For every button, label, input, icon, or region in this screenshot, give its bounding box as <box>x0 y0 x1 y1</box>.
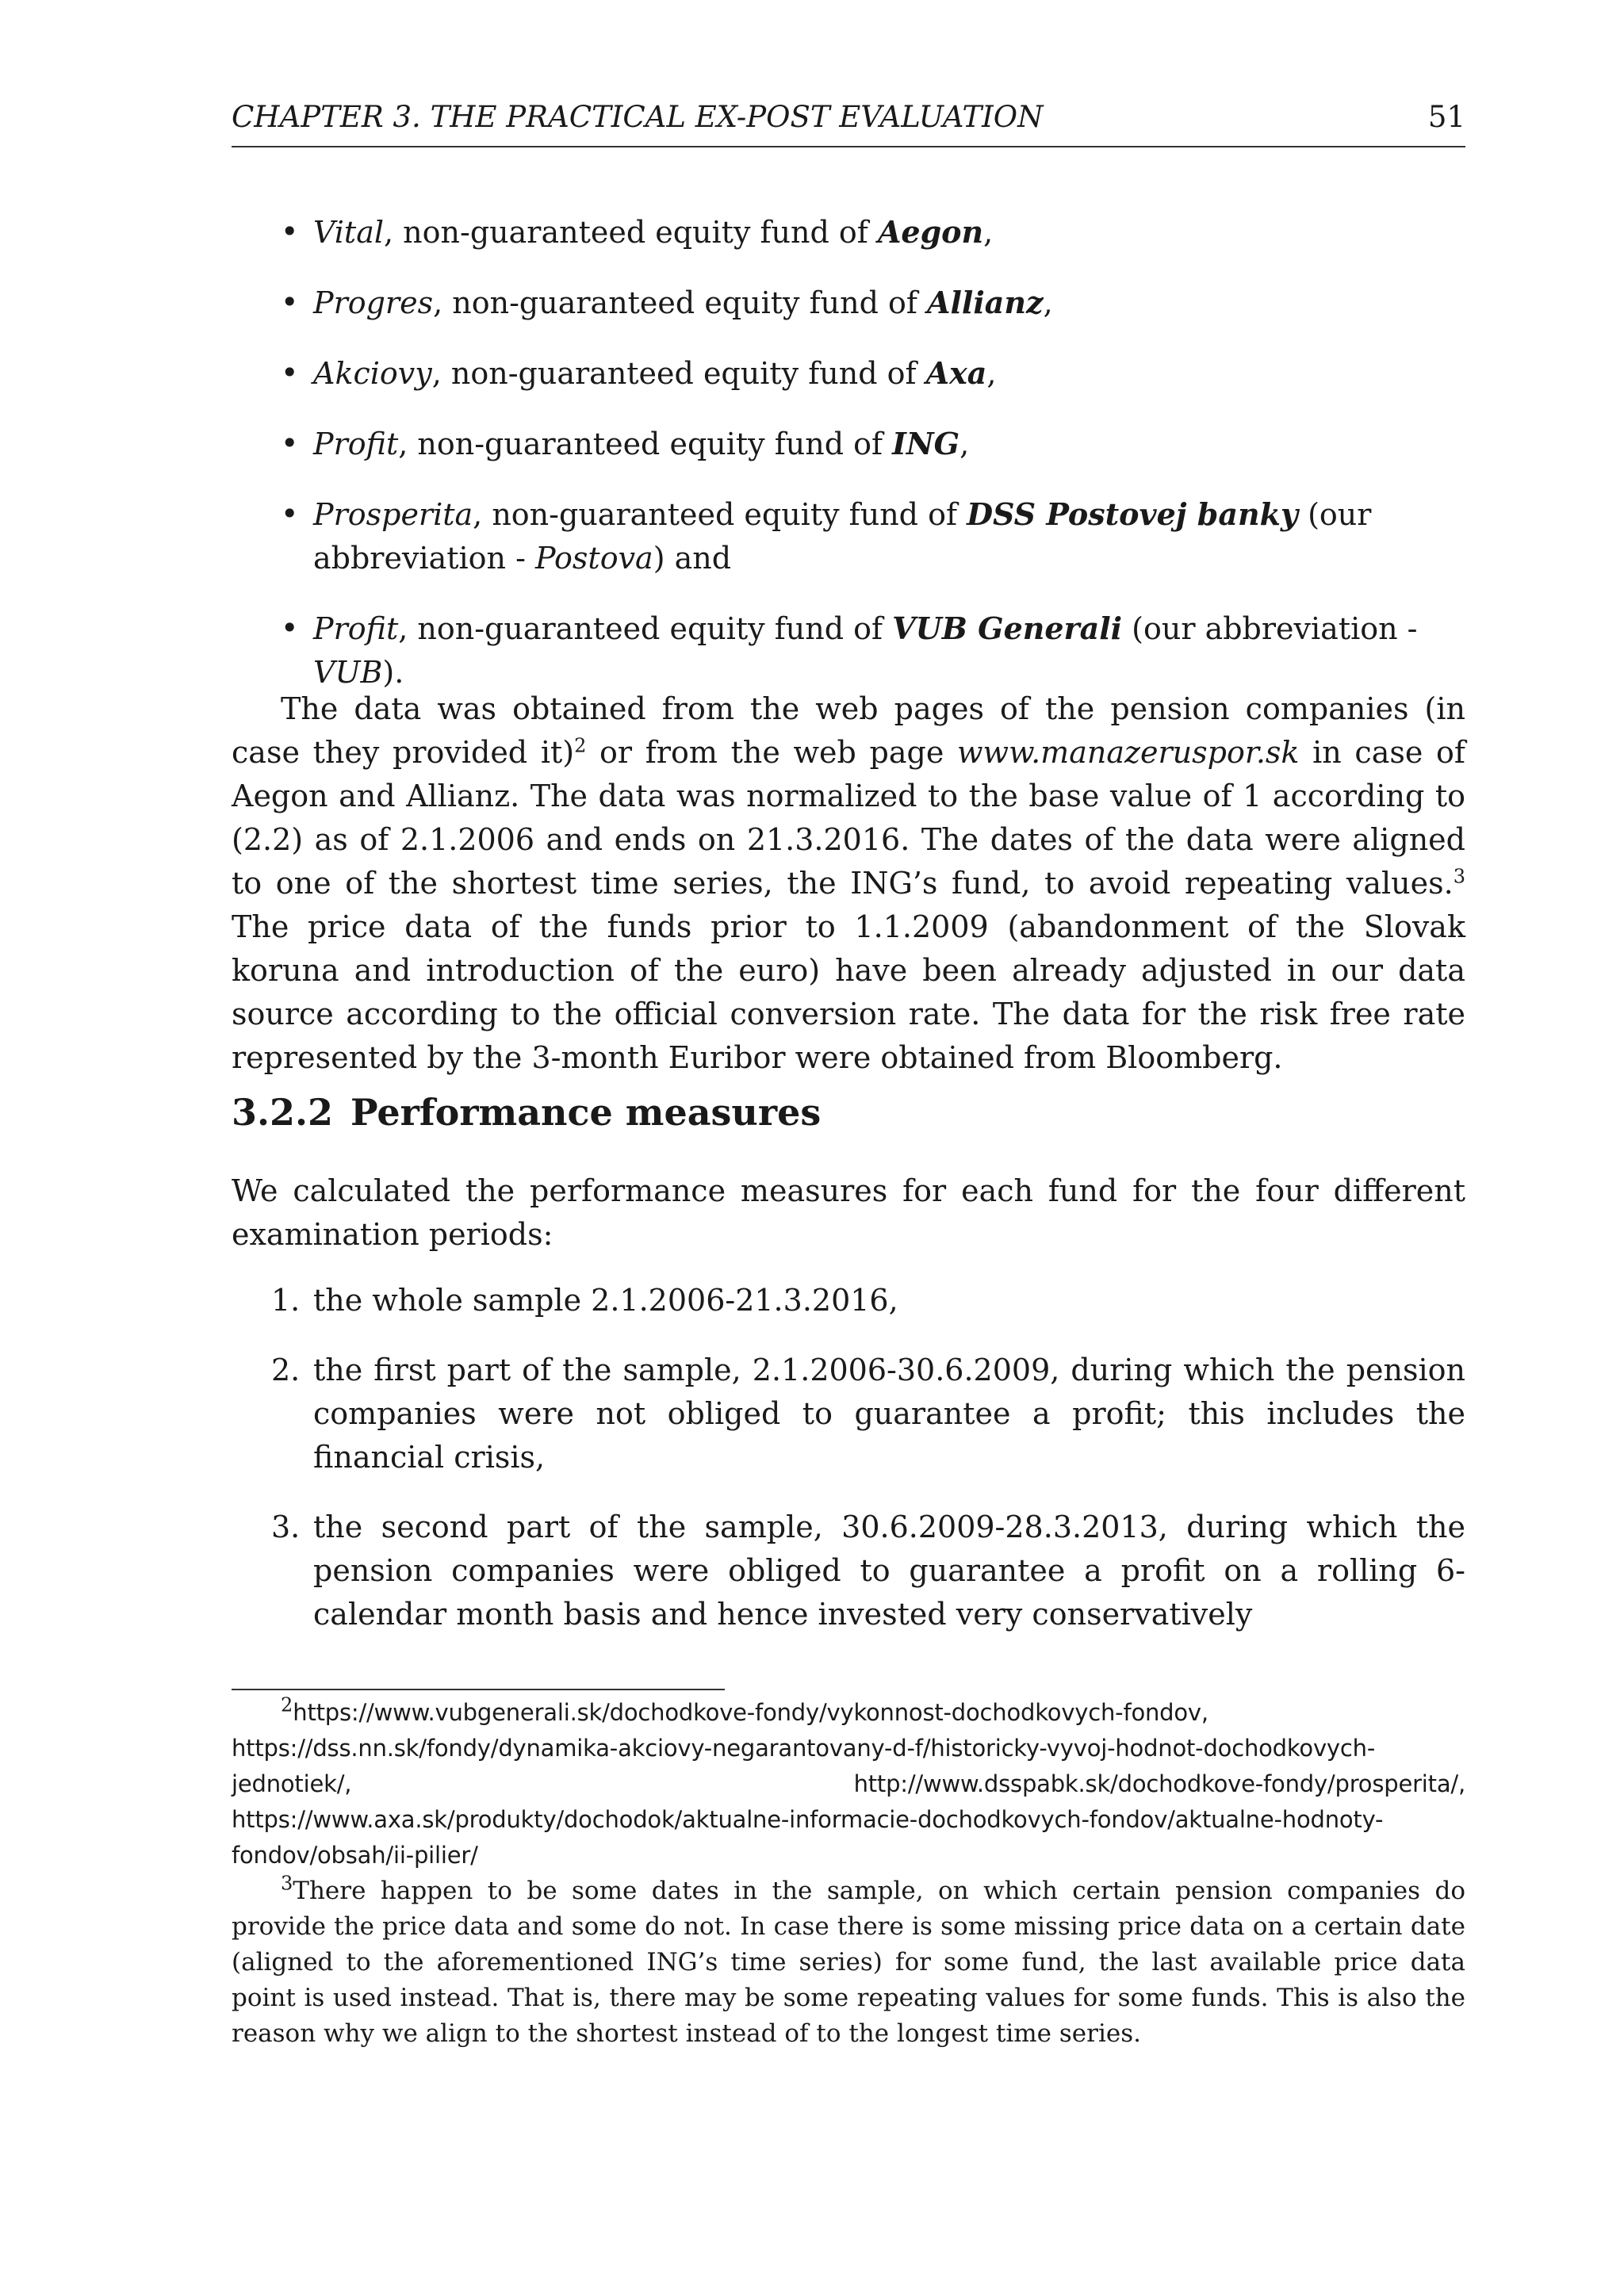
list-item: 2. the first part of the sample, 2.1.2006-30.6.2009, during which the pension companies were not obliged to guarantee a profit; this includes the financial crisis, <box>232 1349 1465 1479</box>
bullet-icon: • <box>281 496 299 531</box>
bullet-icon: • <box>281 285 299 320</box>
bullet-icon: • <box>281 355 299 390</box>
chapter-title: CHAPTER 3. THE PRACTICAL EX-POST EVALUATION <box>232 100 1044 134</box>
section-title: Performance measures <box>350 1091 822 1134</box>
bullet-icon: • <box>281 426 299 461</box>
bullet-icon: • <box>281 214 299 249</box>
list-item: • Profit, non-guaranteed equity fund of ING, <box>232 422 1465 466</box>
fund-list <box>232 210 1465 721</box>
list-item: • Prosperita, non-guaranteed equity fund of DSS Postovej banky (our abbreviation - Postova) and <box>232 492 1465 580</box>
period-list <box>232 1279 1465 1663</box>
list-item: • Progres, non-guaranteed equity fund of Allianz, <box>232 281 1465 325</box>
footnote-ref-2: 2 <box>574 734 587 757</box>
running-header <box>232 100 1465 147</box>
bullet-icon: • <box>281 610 299 645</box>
list-item: 3. the second part of the sample, 30.6.2009-28.3.2013, during which the pension companies were obliged to guarantee a profit on a rolling 6-calendar month basis and hence invested very conservatively <box>232 1506 1465 1636</box>
list-item: • Akciovy, non-guaranteed equity fund of Axa, <box>232 351 1465 396</box>
performance-intro-paragraph: We calculated the performance measures for each fund for the four different examination periods: <box>232 1173 1465 1252</box>
list-item: • Profit, non-guaranteed equity fund of VUB Generali (our abbreviation - VUB). <box>232 607 1465 695</box>
list-item: • Vital, non-guaranteed equity fund of Aegon, <box>232 210 1465 254</box>
footnote-ref-3: 3 <box>1453 865 1465 888</box>
footnote-divider <box>232 1689 725 1690</box>
section-heading <box>232 1091 821 1134</box>
data-source-paragraph: The data was obtained from the web pages of the pension companies (in case they provided it)$^2$ or from the web page www.manazeruspor.sk in case of Aegon and Allianz. The data was normalized to the base value of 1 according to (2.2) as of 2.1.2006 and ends on 21.3.2016. The dates of the data were aligned to one of the shortest time series, the ING’s fund, to avoid repeating values.$^3$ The price data of the funds prior to 1.1.2009 (abandonment of the Slovak koruna and introduction of the euro) have been already adjusted in our data source according to the official conversion rate. The data for the risk free rate represented by the 3-month Euribor were obtained from Bloomberg. <box>232 691 1465 1075</box>
footnote-urls: https://www.vubgenerali.sk/dochodkove-fondy/vykonnost-dochodkovych-fondov, https://dss.nn.sk/fondy/dynamika-akciovy-negarantovany-d-f/historicky-vyvoj-hodnot-dochodkovych-jednotiek/, http://www.dsspabk.sk/dochodkove-fondy/prosperita/, https://www.axa.sk/produkty/dochodok/aktualne-informacie-dochodkovych-fondov/aktualne-hodnoty-fondov/obsah/ii-pilier/ <box>232 1699 1465 1869</box>
list-number: 1. <box>271 1283 301 1318</box>
list-item: 1. the whole sample 2.1.2006-21.3.2016, <box>232 1279 1465 1322</box>
footnote-2: $^2$https://www.vubgenerali.sk/dochodkove-fondy/vykonnost-dochodkovych-fondov, https://dss.nn.sk/fondy/dynamika-akciovy-negarantovany-d-f/historicky-vyvoj-hodnot-dochodkovych-jednotiek/, http://www.dsspabk.sk/dochodkove-fondy/prosperita/, https://www.axa.sk/produkty/dochodok/aktualne-informacie-dochodkovych-fondov/aktualne-hodnoty-fondov/obsah/ii-pilier/ <box>232 1693 1465 1869</box>
website-reference: www.manazeruspor.sk <box>957 735 1300 770</box>
footnotes <box>232 1695 1465 2052</box>
section-number: 3.2.2 <box>232 1091 334 1134</box>
list-number: 3. <box>271 1510 301 1544</box>
footnote-3: $^3$There happen to be some dates in the sample, on which certain pension companies do provide the price data and some do not. In case there is some missing price data on a certain date (aligned to the aforementioned ING’s time series) for some fund, the last available price data point is used instead. That is, there may be some repeating values for some funds. This is also the reason why we align to the shortest instead of to the longest time series. <box>232 1872 1465 2048</box>
list-number: 2. <box>271 1353 301 1387</box>
page-number: 51 <box>1427 100 1465 134</box>
